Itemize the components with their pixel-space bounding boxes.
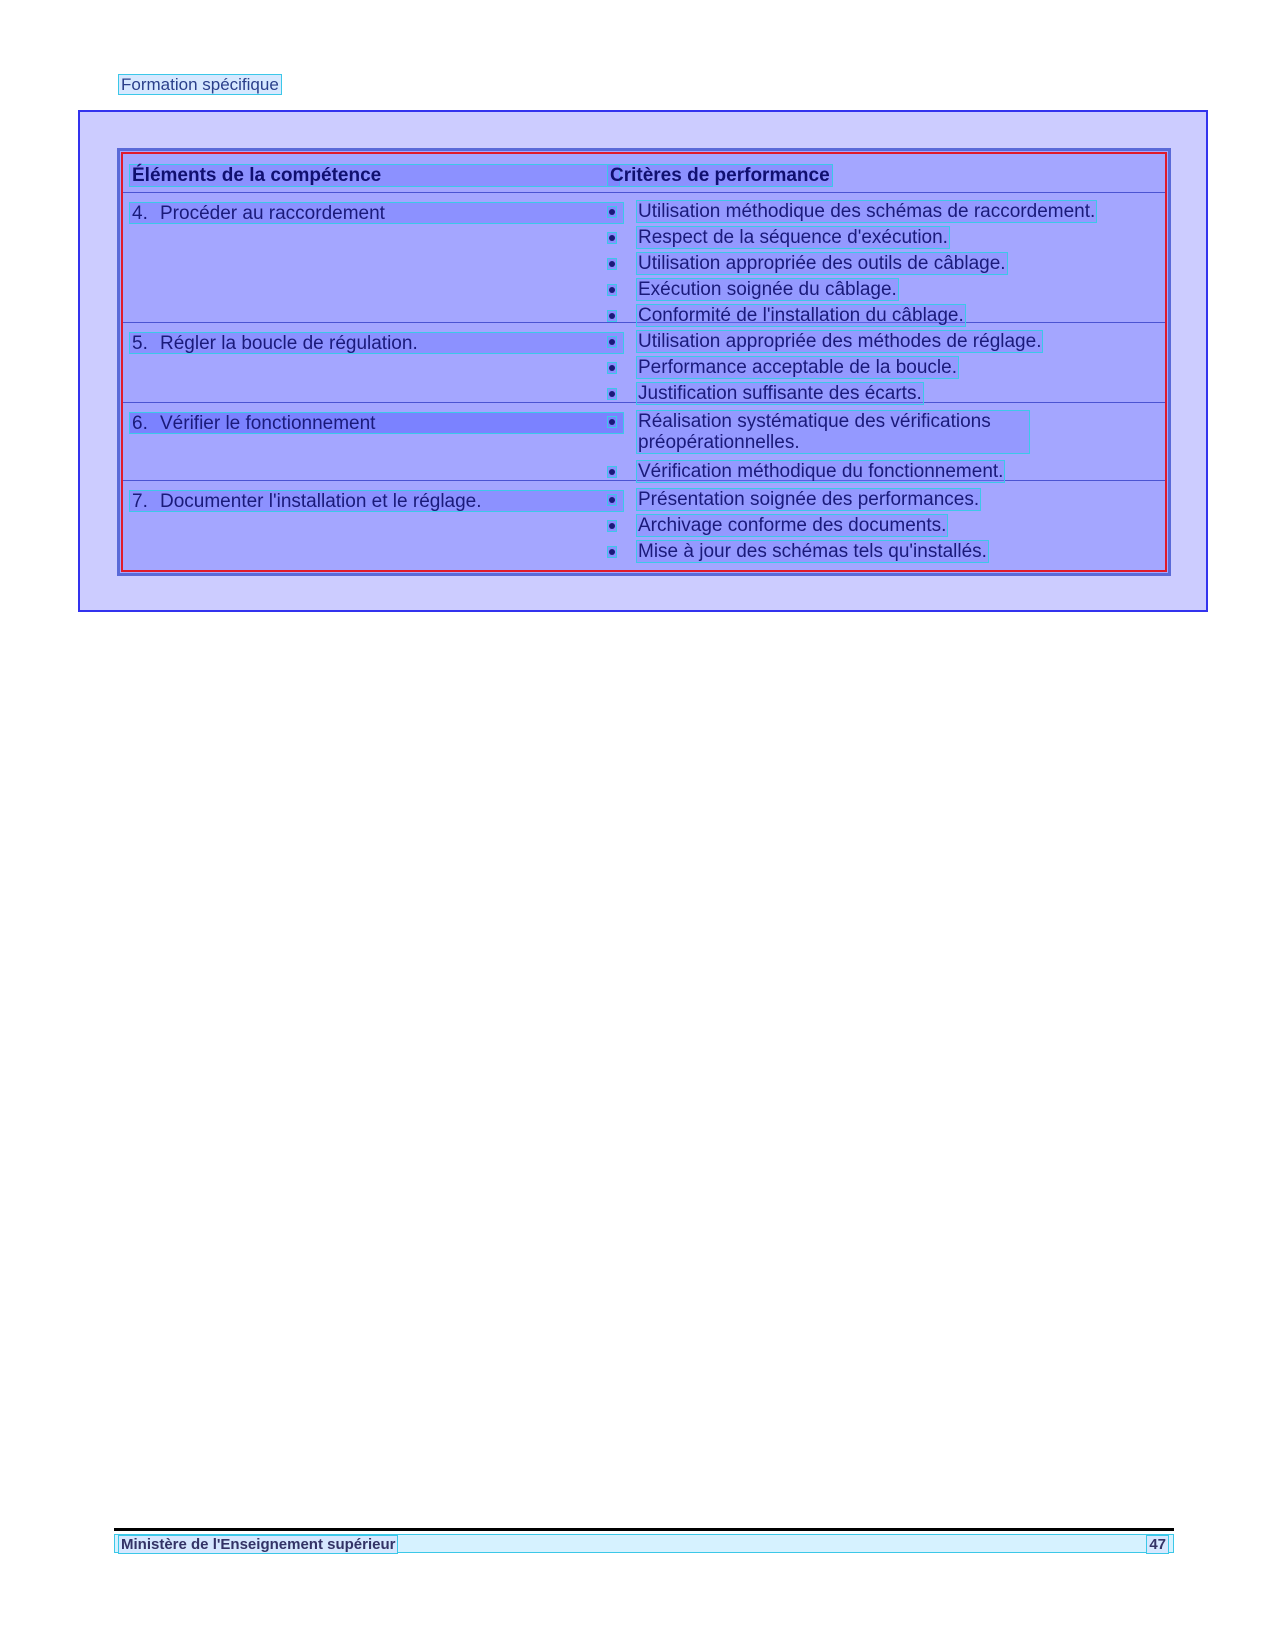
list-item <box>607 252 1165 278</box>
criterion-text: Respect de la séquence d'exécution. <box>638 227 948 248</box>
criterion-text: Utilisation appropriée des outils de câblage. <box>638 253 1006 274</box>
bullet-icon <box>607 416 617 428</box>
element-text: Vérifier le fonctionnement <box>160 413 376 434</box>
list-item <box>607 200 1165 226</box>
list-item <box>607 488 1165 514</box>
table-row <box>123 402 1165 481</box>
table-inner-border <box>121 152 1167 572</box>
criterion-text: Conformité de l'installation du câblage. <box>638 305 964 326</box>
criterion-text: Performance acceptable de la boucle. <box>638 357 957 378</box>
bullet-icon <box>607 258 617 270</box>
bullet-icon <box>607 206 617 218</box>
element-number: 6. <box>132 413 148 434</box>
list-item <box>607 356 1165 382</box>
list-item <box>607 330 1165 356</box>
header-criteria: Critères de performance <box>607 164 833 187</box>
criterion-text: Vérification méthodique du fonctionnement. <box>638 461 1004 482</box>
element-text: Procéder au raccordement <box>160 203 385 224</box>
criterion-text: Réalisation systématique des vérifications préopérationnelles. <box>636 410 1030 454</box>
table-row <box>123 480 1165 574</box>
list-item <box>607 278 1165 304</box>
criteria-list <box>607 410 1165 486</box>
criteria-list <box>607 330 1165 408</box>
criterion-text: Justification suffisante des écarts. <box>638 383 922 404</box>
header-elements: Éléments de la compétence <box>129 164 620 187</box>
table-row <box>123 192 1165 326</box>
element-number: 5. <box>132 333 148 354</box>
criteria-list <box>607 488 1165 566</box>
criterion-text: Utilisation appropriée des méthodes de réglage. <box>638 331 1042 352</box>
bullet-icon <box>607 336 617 348</box>
bullet-icon <box>607 362 617 374</box>
page-number: 47 <box>1146 1535 1169 1554</box>
bullet-icon <box>607 232 617 244</box>
list-item <box>607 514 1165 540</box>
footer-ministry: Ministère de l'Enseignement supérieur <box>118 1535 398 1554</box>
criterion-text: Utilisation méthodique des schémas de raccordement. <box>638 201 1096 222</box>
table-header-row <box>123 154 1165 193</box>
element-cell <box>129 490 624 512</box>
criterion-text: Présentation soignée des performances. <box>638 489 980 510</box>
header-title: Formation spécifique <box>118 74 282 95</box>
element-cell <box>129 332 624 354</box>
element-cell <box>129 202 624 224</box>
competence-table <box>117 148 1171 576</box>
criterion-text: Mise à jour des schémas tels qu'installés. <box>638 541 987 562</box>
bullet-icon <box>607 494 617 506</box>
bullet-icon <box>607 310 617 322</box>
element-cell <box>129 412 624 434</box>
bullet-icon <box>607 388 617 400</box>
table-row <box>123 322 1165 403</box>
element-text: Documenter l'installation et le réglage. <box>160 491 482 512</box>
list-item <box>607 540 1165 566</box>
element-number: 4. <box>132 203 148 224</box>
bullet-icon <box>607 466 617 478</box>
element-text: Régler la boucle de régulation. <box>160 333 418 354</box>
footer-divider <box>114 1528 1174 1531</box>
criterion-text: Exécution soignée du câblage. <box>638 279 897 300</box>
bullet-icon <box>607 520 617 532</box>
bullet-icon <box>607 546 617 558</box>
bullet-icon <box>607 284 617 296</box>
list-item <box>607 226 1165 252</box>
criteria-list <box>607 200 1165 330</box>
list-item <box>607 410 1165 460</box>
element-number: 7. <box>132 491 148 512</box>
criterion-text: Archivage conforme des documents. <box>638 515 947 536</box>
